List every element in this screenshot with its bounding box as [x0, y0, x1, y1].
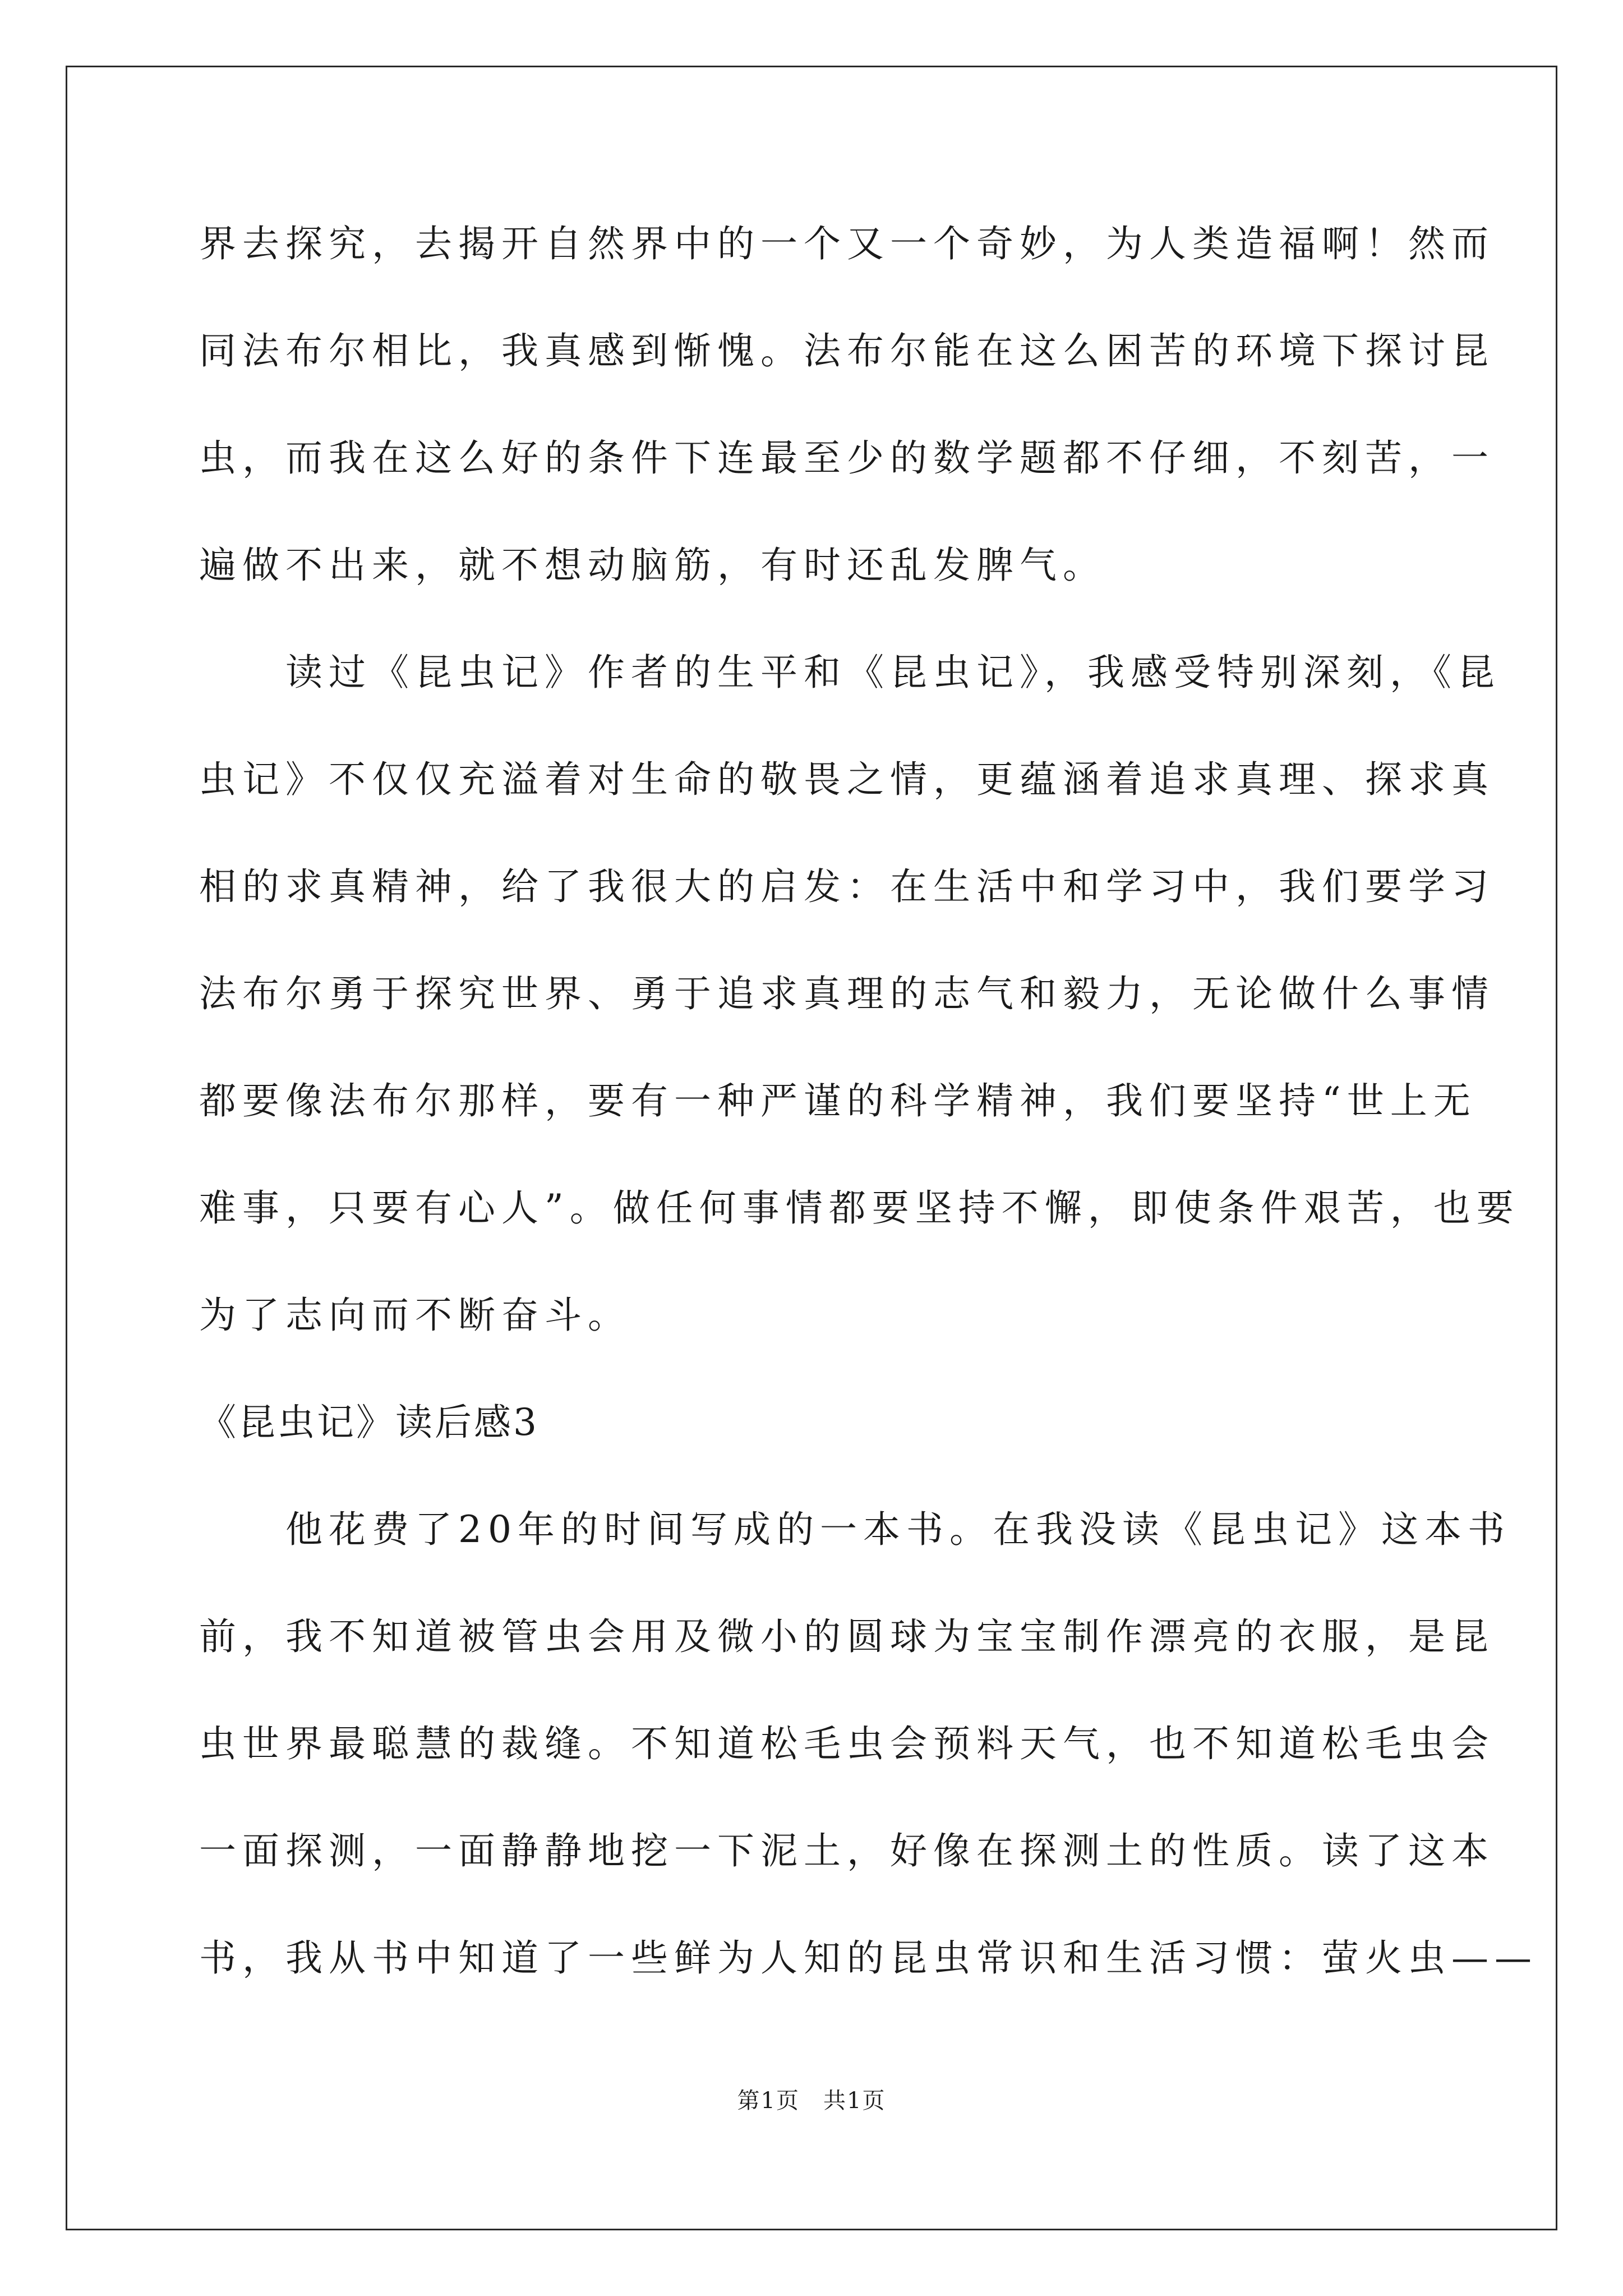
- text-line: 难事，只要有心人”。做任何事情都要坚持不懈，即使条件艰苦，也要: [199, 1186, 1520, 1230]
- text-line: 前，我不知道被管虫会用及微小的圆球为宝宝制作漂亮的衣服，是昆: [199, 1615, 1495, 1658]
- section-heading: 《昆虫记》读后感3: [199, 1401, 539, 1444]
- text-line: 书，我从书中知道了一些鲜为人知的昆虫常识和生活习惯：萤火虫——: [199, 1936, 1538, 1980]
- text-line: 同法布尔相比，我真感到惭愧。法布尔能在这么困苦的环境下探讨昆: [199, 329, 1495, 372]
- text-line: 他花费了20年的时间写成的一本书。在我没读《昆虫记》这本书: [199, 1508, 1511, 1551]
- text-line: 一面探测，一面静静地挖一下泥土，好像在探测土的性质。读了这本: [199, 1829, 1495, 1872]
- text-line: 虫，而我在这么好的条件下连最至少的数学题都不仔细，不刻苦，一: [199, 436, 1495, 480]
- text-line: 界去探究，去揭开自然界中的一个又一个奇妙，为人类造福啊！然而: [199, 222, 1495, 265]
- text-line: 读过《昆虫记》作者的生平和《昆虫记》，我感受特别深刻，《昆: [199, 651, 1501, 694]
- text-line: 虫记》不仅仅充溢着对生命的敬畏之情，更蕴涵着追求真理、探求真: [199, 758, 1495, 801]
- text-line: 虫世界最聪慧的裁缝。不知道松毛虫会预料天气，也不知道松毛虫会: [199, 1722, 1495, 1765]
- text-line: 为了志向而不断奋斗。: [199, 1294, 631, 1337]
- text-line: 都要像法布尔那样，要有一种严谨的科学精神，我们要坚持“世上无: [199, 1079, 1477, 1122]
- page-footer: 第1页 共1页: [737, 2088, 886, 2114]
- text-line: 相的求真精神，给了我很大的启发：在生活中和学习中，我们要学习: [199, 865, 1495, 908]
- text-line: 法布尔勇于探究世界、勇于追求真理的志气和毅力，无论做什么事情: [199, 972, 1495, 1015]
- document-body: [199, 210, 1538, 2032]
- text-line: 遍做不出来，就不想动脑筋，有时还乱发脾气。: [199, 544, 1106, 587]
